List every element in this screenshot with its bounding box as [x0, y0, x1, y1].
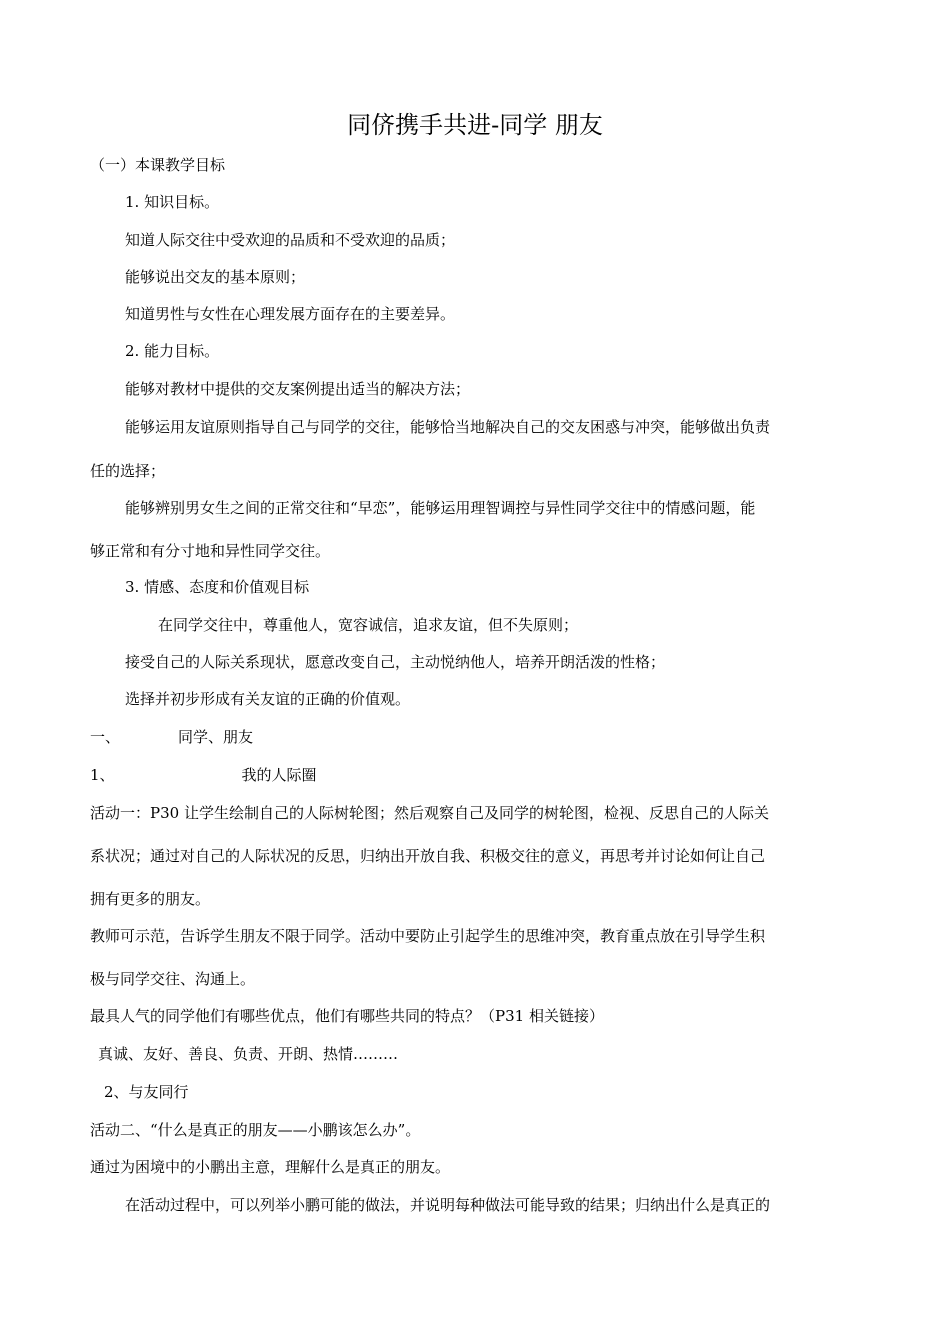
paragraph-line: 真诚、友好、善良、负责、开朗、热情………: [98, 1045, 399, 1063]
paragraph-line: 能够说出交友的基本原则；: [125, 268, 306, 286]
paragraph-line: 通过为困境中的小鹏出主意，理解什么是真正的朋友。: [90, 1158, 451, 1176]
paragraph-line: 能够辨别男女生之间的正常交往和“早恋”，能够运用理智调控与异性同学交往中的情感问题，能: [125, 499, 756, 517]
paragraph-line: 任的选择；: [90, 462, 166, 480]
heading-two: [90, 764, 317, 786]
paragraph-line: 活动一：P30 让学生绘制自己的人际树轮图；然后观察自己及同学的树轮图，检视、反思自己的人际关: [90, 804, 769, 822]
paragraph-line: 知道男性与女性在心理发展方面存在的主要差异。: [125, 305, 456, 323]
paragraph-line: 在活动过程中，可以列举小鹏可能的做法，并说明每种做法可能导致的结果；归纳出什么是真正的: [125, 1196, 771, 1214]
paragraph-line: 拥有更多的朋友。: [90, 890, 211, 908]
document-title: 同侪携手共进-同学 朋友: [347, 111, 603, 139]
paragraph-line: 能够对教材中提供的交友案例提出适当的解决方法；: [125, 380, 471, 398]
paragraph-line: 活动二、“什么是真正的朋友——小鹏该怎么办”。: [90, 1121, 421, 1139]
paragraph-line: 最具人气的同学他们有哪些优点，他们有哪些共同的特点？（P31 相关链接）: [90, 1007, 604, 1025]
heading-two-text: 我的人际圈: [241, 766, 317, 784]
paragraph-line: 接受自己的人际关系现状，愿意改变自己，主动悦纳他人，培养开朗活泼的性格；: [125, 653, 666, 671]
heading-one-number: 一、: [90, 728, 121, 746]
paragraph-line: 够正常和有分寸地和异性同学交往。: [90, 542, 331, 560]
ability-goal-heading: 2. 能力目标。: [125, 342, 220, 360]
emotion-goal-heading: 3. 情感、态度和价值观目标: [125, 578, 310, 596]
paragraph-line: 能够运用友谊原则指导自己与同学的交往，能够恰当地解决自己的交友困惑与冲突，能够做出负责: [125, 418, 771, 436]
heading-two-number: 1、: [90, 766, 115, 784]
knowledge-goal-heading: 1. 知识目标。: [125, 193, 220, 211]
section-heading-objectives: （一）本课教学目标: [90, 156, 226, 174]
paragraph-line: 系状况；通过对自己的人际状况的反思，归纳出开放自我、积极交往的意义，再思考并讨论如何让自己: [90, 847, 766, 865]
heading-one: [90, 726, 253, 748]
paragraph-line: 在同学交往中，尊重他人，宽容诚信，追求友谊，但不失原则；: [158, 616, 579, 634]
heading-one-text: 同学、朋友: [178, 728, 254, 746]
paragraph-line: 极与同学交往、沟通上。: [90, 970, 256, 988]
heading-two-second: 2、与友同行: [104, 1083, 189, 1101]
paragraph-line: 选择并初步形成有关友谊的正确的价值观。: [125, 690, 411, 708]
paragraph-line: 教师可示范，告诉学生朋友不限于同学。活动中要防止引起学生的思维冲突，教育重点放在引导学生积: [90, 927, 766, 945]
paragraph-line: 知道人际交往中受欢迎的品质和不受欢迎的品质；: [125, 231, 456, 249]
